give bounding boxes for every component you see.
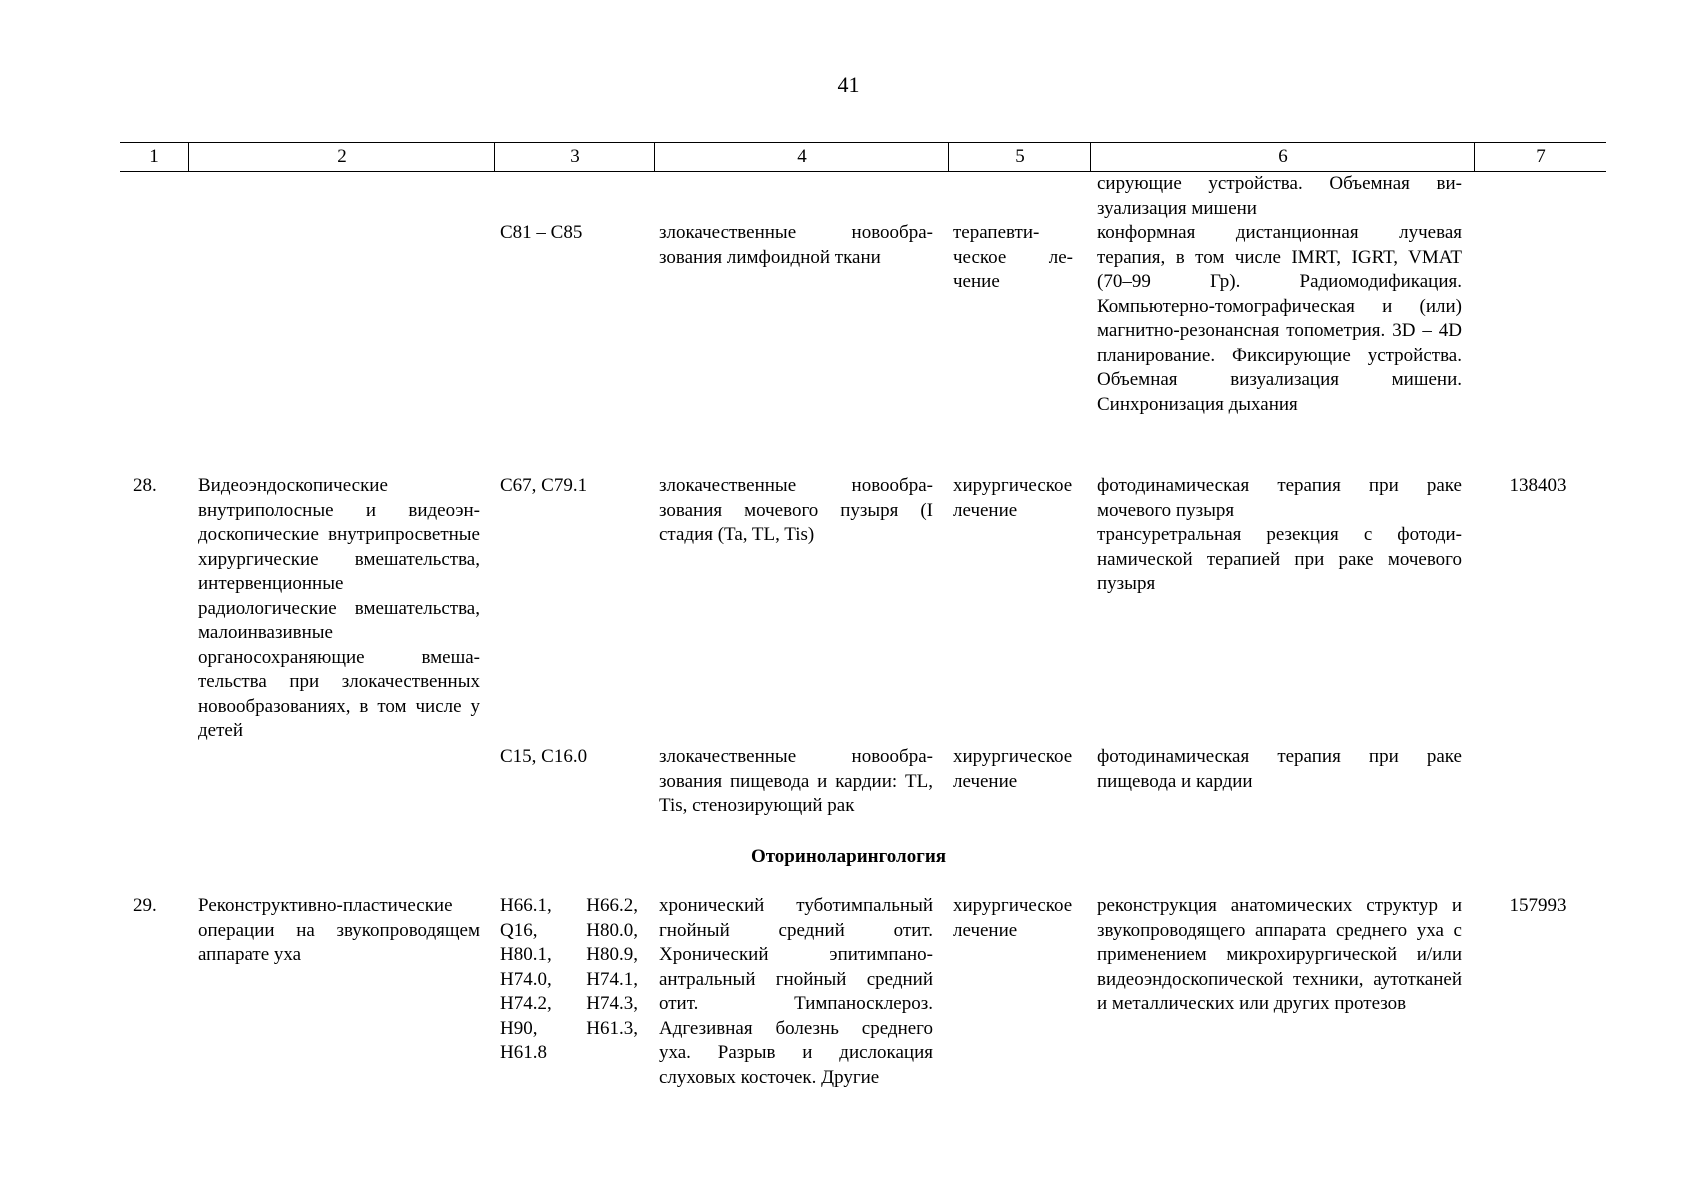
row-28-number: 28. (133, 475, 157, 496)
page-number: 41 (837, 72, 860, 97)
row-29-number: 29. (133, 895, 157, 916)
row-c81-treatment: терапевтическое лечение (953, 222, 1073, 292)
row-28-codes: C67, C79.1 (500, 475, 588, 496)
section-title: Оториноларингология (750, 846, 947, 867)
row-c81-model: злокачественные новообразования лимфоидной ткани (659, 222, 933, 268)
row-28-method (1097, 474, 1462, 597)
row-29-codes: H66.1, H66.2, Q16, H80.0, H80.1, H80.9, H74.0, H74.1, H74.2, H74.3, H90, H61.3, H61.8 (500, 895, 638, 1063)
row-29-model: хронический туботимпальный гнойный средний отит. Хронический эпитимпаноантральный гнойный средний отит. Тимпаносклероз. Адгезивная болезнь среднего уха. Разрыв и дислокация слуховых косточек. Другие (659, 895, 933, 1088)
row-28-model: злокачественные новообразования мочевого пузыря (I стадия (Ta, TL, Tis) (659, 475, 933, 545)
header-col-7: 7 (1474, 143, 1607, 171)
row-28-method-2: трансуретральная резекция с фотодинамической терапией при раке мочевого пузыря (1097, 524, 1462, 594)
continuation-method-cell: сирующие устройства. Объемная визуализация мишени (1097, 173, 1462, 219)
table-header (120, 142, 1606, 172)
row-28-cost: 138403 (1509, 475, 1567, 496)
row-c81-method: конформная дистанционная лучевая терапия, в том числе IMRT, IGRT, VMAT (70–99 Гр). Радиомодификация. Компьютерно-томографическая и (или) магнитно-резонансная топометрия. 3D – 4D планирование. Фиксирующие устройства. Объемная визуализация мишени. Синхронизация дыхания (1097, 222, 1462, 415)
row-28-treatment: хирургическое лечение (953, 475, 1073, 521)
row-28b-method: фотодинамическая терапия при раке пищевода и кардии (1097, 746, 1462, 792)
header-col-2: 2 (188, 143, 495, 171)
row-28b-treatment: хирургическое лечение (953, 746, 1073, 792)
header-col-1: 1 (149, 146, 159, 167)
row-28-name: Видеоэндоскопические внутриполосные и видеоэндоскопические внутрипросветные хирургические вмешательства, интервенционные радиологические вмешательства, малоинвазивные органосохраняющие вмешательства при злокачественных новообразованиях, в том числе у детей (198, 475, 480, 741)
row-29-cost: 157993 (1509, 895, 1567, 916)
header-col-4: 4 (654, 143, 949, 171)
header-col-6: 6 (1090, 143, 1475, 171)
row-28-method-1: фотодинамическая терапия при раке мочевого пузыря (1097, 475, 1462, 521)
row-28b-model: злокачественные новообразования пищевода и кардии: TL, Tis, стенозирующий рак (659, 746, 933, 816)
row-c81-codes: C81 – C85 (500, 222, 583, 243)
row-28b-codes: C15, C16.0 (500, 746, 588, 767)
row-29-method: реконструкция анатомических структур и звукопроводящего аппарата среднего уха с применением микрохирургической и/или видеоэндоскопической техники, аутотканей и металлических или других протезов (1097, 895, 1462, 1014)
header-col-5: 5 (948, 143, 1091, 171)
header-col-3: 3 (494, 143, 655, 171)
row-29-name: Реконструктивно-пластические операции на звукопроводящем аппарате уха (198, 895, 480, 965)
row-29-treatment: хирургическое лечение (953, 895, 1073, 941)
